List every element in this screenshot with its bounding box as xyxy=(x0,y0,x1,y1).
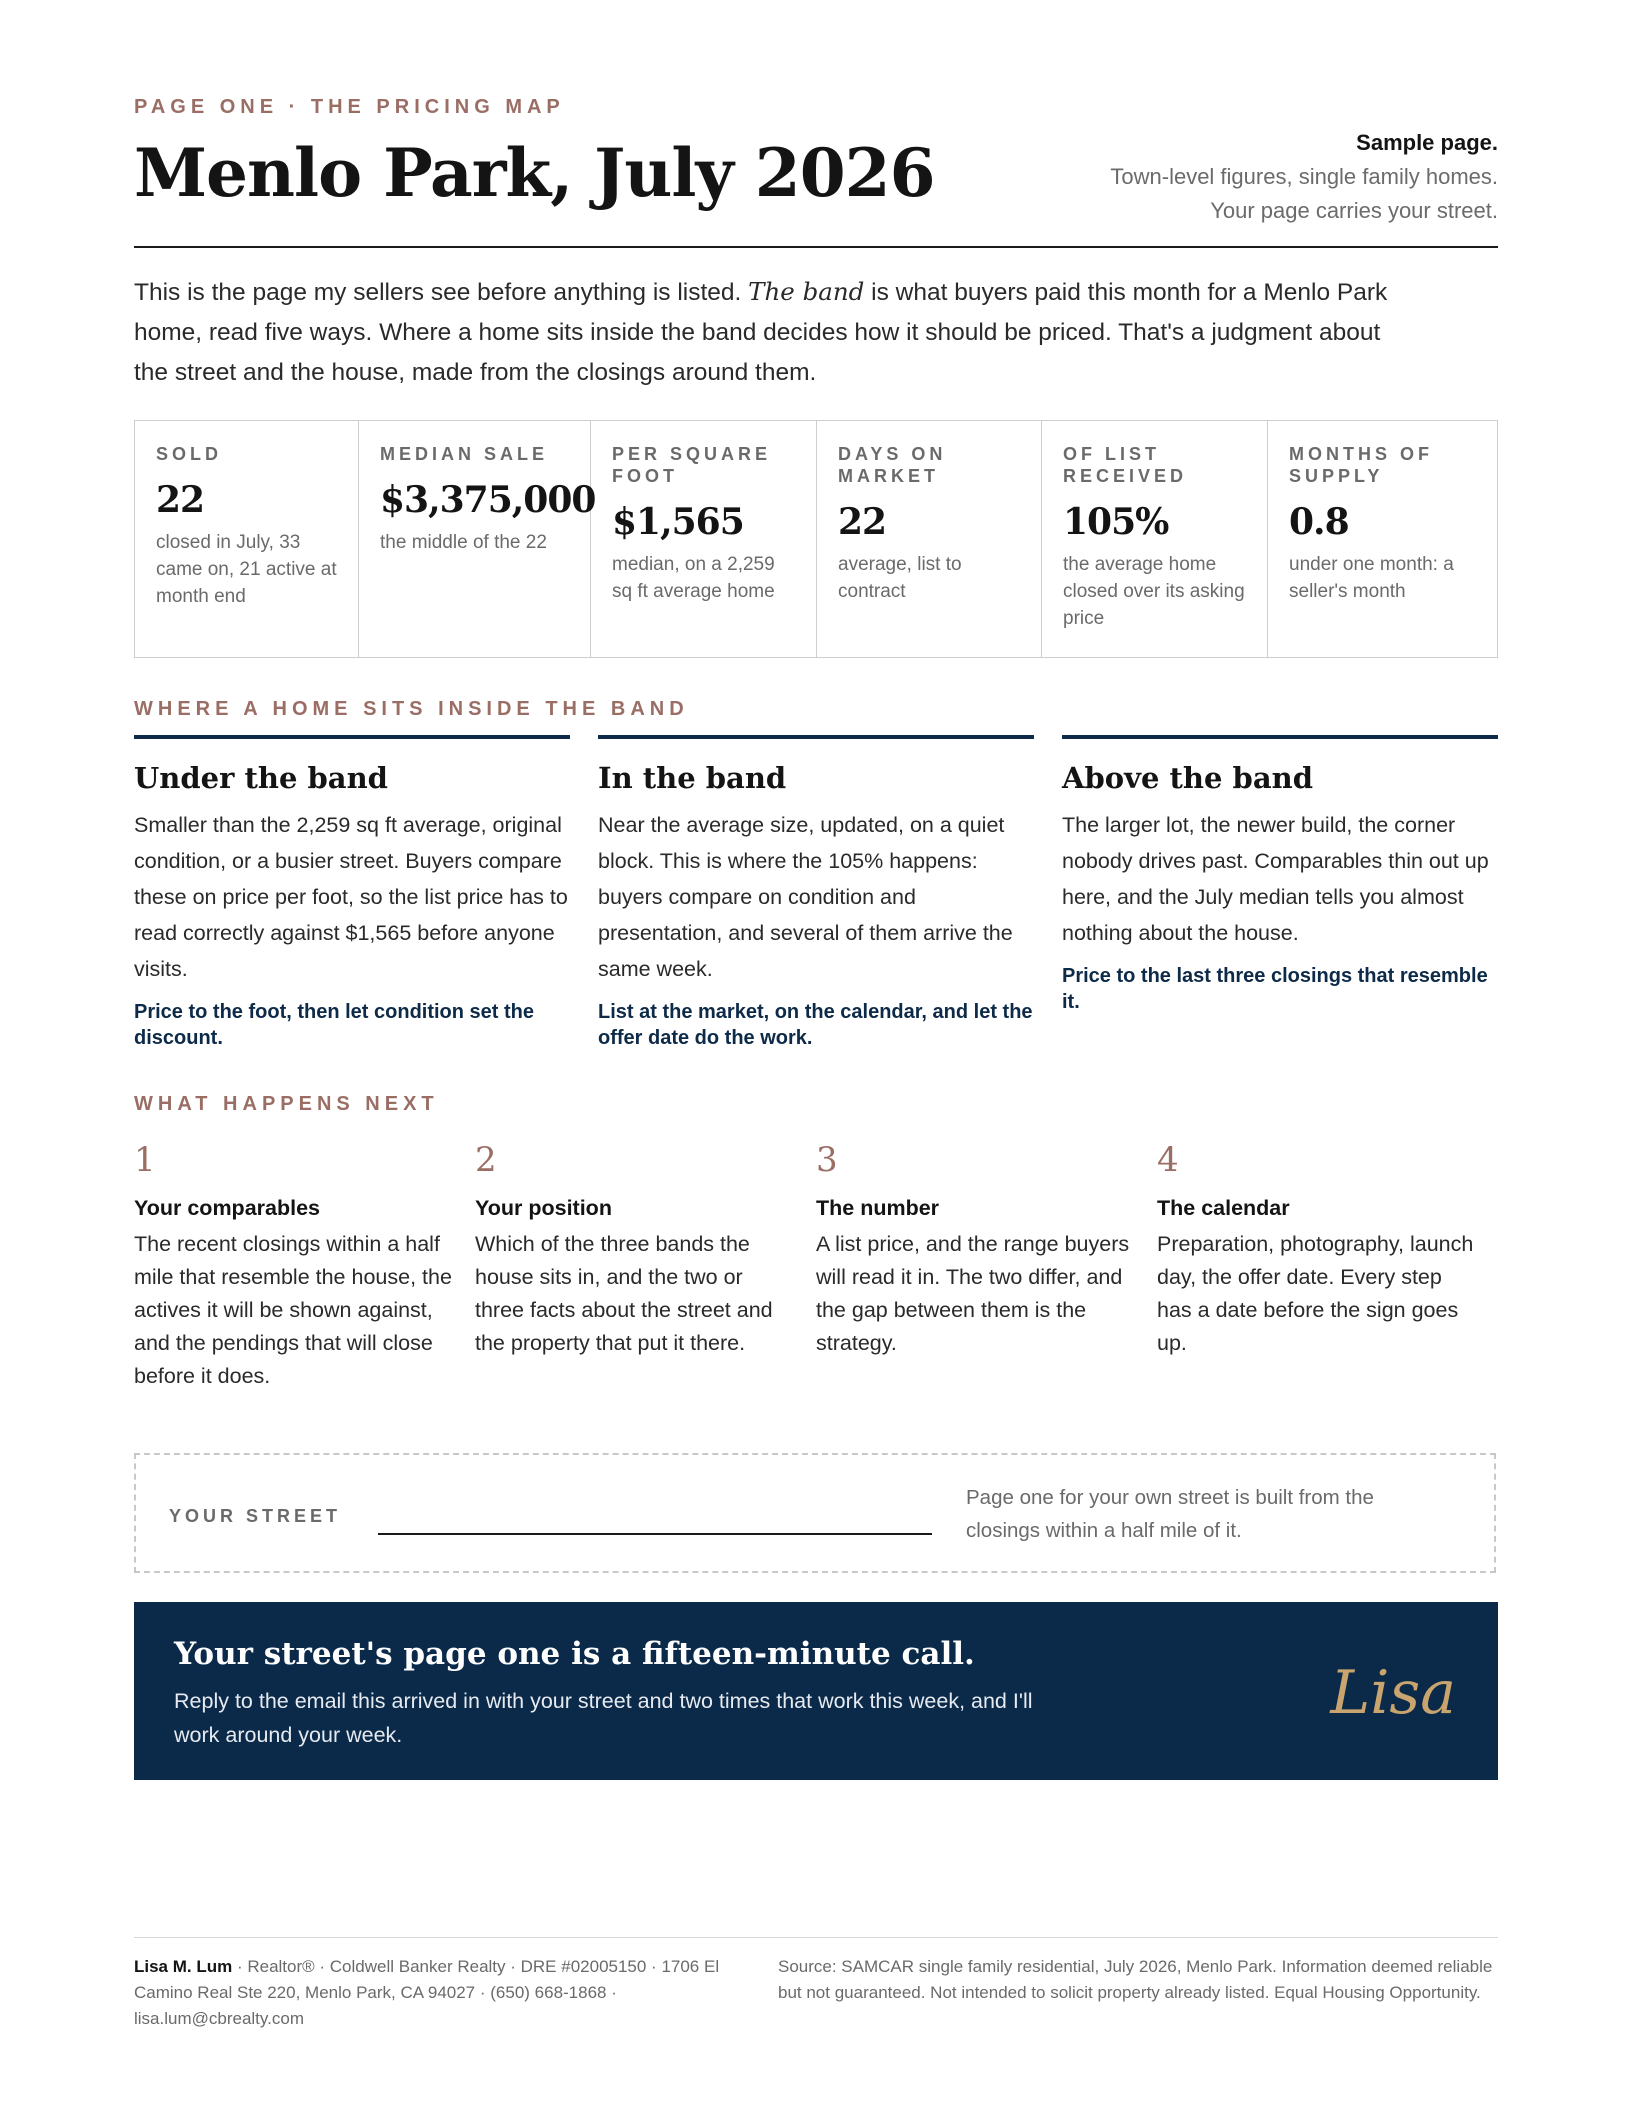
stat-label: MONTHS OF SUPPLY xyxy=(1289,444,1433,486)
header xyxy=(134,96,1498,248)
stat-value: 22 xyxy=(838,501,887,543)
stat-label: SOLD xyxy=(156,444,223,464)
step-2 xyxy=(475,1140,816,1393)
steps xyxy=(134,1140,1498,1393)
stat-of-list-received xyxy=(1042,421,1268,657)
footer-source: Source: SAMCAR single family residential, July 2026, Menlo Park. Information deemed reliable but not guaranteed. Not intended to solicit property already listed. Equal Housing Opportunity. xyxy=(778,1957,1493,2002)
cta-text: Reply to the email this arrived in with your street and two times that work this week, and I'll work around your week. xyxy=(174,1689,1033,1747)
band-in xyxy=(598,735,1034,1051)
header-note-line1: Town-level figures, single family homes. xyxy=(1110,164,1498,189)
stat-value: 22 xyxy=(156,479,205,521)
stat-median-sale xyxy=(359,421,596,657)
street-note: Page one for your own street is built from the closings within a half mile of it. xyxy=(966,1486,1374,1542)
footer-contact xyxy=(134,1954,744,2032)
stats-grid xyxy=(134,420,1498,658)
step-title: The calendar xyxy=(1157,1196,1290,1220)
stat-note: closed in July, 33 came on, 21 active at month end xyxy=(156,532,337,607)
steps-section-label: WHAT HAPPENS NEXT xyxy=(134,1093,439,1115)
bands-section-label: WHERE A HOME SITS INSIDE THE BAND xyxy=(134,698,689,720)
header-eyebrow: PAGE ONE · THE PRICING MAP xyxy=(134,96,565,118)
stat-label: PER SQUARE FOOT xyxy=(612,444,772,486)
stat-note: average, list to contract xyxy=(838,554,962,602)
step-4 xyxy=(1157,1140,1498,1393)
intro-part2: is what buyers paid this month for a Menlo Park home, read five ways. Where a home sits inside the band decides how it should be priced. That's a judgment about the street and the house, made from the closings around them. xyxy=(134,279,1388,386)
stat-label: OF LIST RECEIVED xyxy=(1063,444,1188,486)
stat-label: MEDIAN SALE xyxy=(380,444,549,464)
step-number: 2 xyxy=(475,1140,497,1180)
band-cta: Price to the foot, then let condition set the discount. xyxy=(134,1001,535,1049)
stat-note: the average home closed over its asking price xyxy=(1063,554,1245,629)
stat-note: under one month: a seller's month xyxy=(1289,554,1454,602)
step-1 xyxy=(134,1140,475,1393)
band-above xyxy=(1062,735,1498,1051)
stat-sold xyxy=(135,421,359,657)
stat-days-on-market xyxy=(817,421,1042,657)
street-input[interactable] xyxy=(378,1491,932,1535)
page-title: Menlo Park, July 2026 xyxy=(134,134,935,212)
header-note xyxy=(1110,126,1498,228)
step-number: 1 xyxy=(134,1140,156,1180)
header-note-line2: Your page carries your street. xyxy=(1210,198,1498,223)
header-note-strong: Sample page. xyxy=(1356,130,1498,155)
band-title: Under the band xyxy=(134,761,388,795)
step-text: Which of the three bands the house sits in, and the two or three facts about the street and the property that put it there. xyxy=(475,1232,773,1355)
street-box xyxy=(134,1453,1496,1573)
step-text: A list price, and the range buyers will read it in. The two differ, and the gap between them is the strategy. xyxy=(816,1232,1130,1355)
stat-label: DAYS ON MARKET xyxy=(838,444,947,486)
footer xyxy=(134,1937,1498,2032)
stat-value: $1,565 xyxy=(612,501,744,543)
cta-banner xyxy=(134,1602,1498,1780)
signature: Lisa xyxy=(1330,1658,1456,1728)
step-number: 4 xyxy=(1157,1140,1179,1180)
stat-value: 0.8 xyxy=(1289,501,1349,543)
step-3 xyxy=(816,1140,1157,1393)
street-label: YOUR STREET xyxy=(169,1506,342,1526)
band-title: In the band xyxy=(598,761,787,795)
footer-details: · Realtor® · Coldwell Banker Realty · DRE #02005150 · 1706 El Camino Real Ste 220, Menlo Park, CA 94027 · (650) 668-1868 · lisa.lum@cbrealty.com xyxy=(134,1957,720,2028)
band-cta: Price to the last three closings that resemble it. xyxy=(1062,965,1488,1013)
intro-paragraph xyxy=(134,272,1414,393)
band-text: Smaller than the 2,259 sq ft average, original condition, or a busier street. Buyers compare these on price per foot, so the list price has to read correctly against $1,565 before anyone visits. xyxy=(134,813,568,981)
band-text: Near the average size, updated, on a quiet block. This is where the 105% happens: buyers compare on condition and presentation, and several of them arrive the same week. xyxy=(598,813,1013,981)
intro-part1: This is the page my sellers see before anything is listed. xyxy=(134,279,749,306)
band-under xyxy=(134,735,570,1051)
step-title: Your comparables xyxy=(134,1196,320,1220)
stat-months-of-supply xyxy=(1268,421,1495,657)
intro-emphasis: The band xyxy=(748,277,865,306)
band-text: The larger lot, the newer build, the corner nobody drives past. Comparables thin out up here, and the July median tells you almost nothing about the house. xyxy=(1062,813,1489,945)
step-text: The recent closings within a half mile that resemble the house, the actives it will be shown against, and the pendings that will close before it does. xyxy=(134,1232,452,1388)
stat-note: the middle of the 22 xyxy=(380,532,547,553)
stat-value: 105% xyxy=(1063,501,1169,543)
step-number: 3 xyxy=(816,1140,838,1180)
step-title: Your position xyxy=(475,1196,612,1220)
stat-note: median, on a 2,259 sq ft average home xyxy=(612,554,775,602)
step-title: The number xyxy=(816,1196,940,1220)
stat-per-square-foot xyxy=(591,421,817,657)
band-title: Above the band xyxy=(1062,761,1313,795)
band-cta: List at the market, on the calendar, and let the offer date do the work. xyxy=(598,1001,1033,1049)
bands xyxy=(134,735,1498,1051)
cta-title: Your street's page one is a fifteen-minute call. xyxy=(174,1636,975,1672)
step-text: Preparation, photography, launch day, the offer date. Every step has a date before the sign goes up. xyxy=(1157,1232,1474,1355)
stat-value: $3,375,000 xyxy=(380,479,596,521)
footer-name: Lisa M. Lum xyxy=(134,1957,233,1976)
